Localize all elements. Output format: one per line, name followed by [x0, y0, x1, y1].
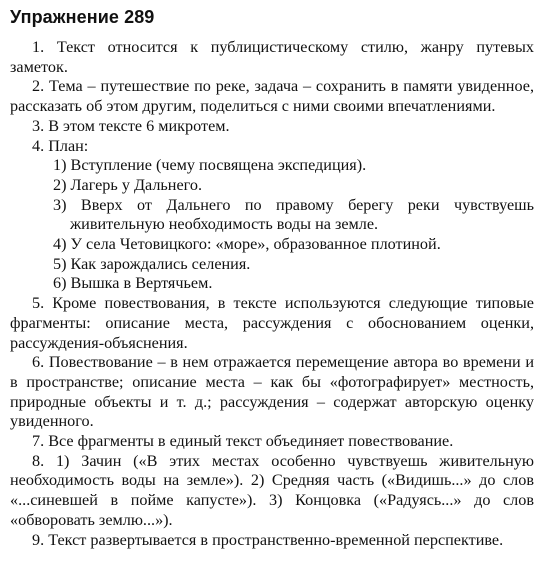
exercise-content	[10, 38, 534, 550]
plan-item-6: 6) Вышка в Вертячьем.	[53, 274, 213, 293]
answer-6: 6. Повествование – в нем отражается перемещение автора во времени и в пространстве; описание места – как бы «фотографирует» местность, природные объекты и т. д.; рассуждения – содержат авторскую оценку увиденного.	[10, 353, 534, 431]
answer-5: 5. Кроме повествования, в тексте используются следующие типовые фрагменты: описание места, рассуждения с обоснованием оценки, рассуждения-объяснения.	[10, 294, 534, 352]
answer-7: 7. Все фрагменты в единый текст объединяет повествование.	[32, 432, 454, 451]
answer-3: 3. В этом тексте 6 микротем.	[32, 116, 230, 135]
plan-item-2: 2) Лагерь у Дальнего.	[53, 175, 203, 194]
plan-list	[10, 156, 534, 294]
exercise-title: Упражнение 289	[10, 7, 155, 27]
plan-item-1: 1) Вступление (чему посвящена экспедиция).	[53, 156, 367, 175]
answer-8: 8. 1) Зачин («В этих местах особенно чувствуешь живительную необходимость воды на земле»). 2) Средняя часть («Видишь...» до слов «...синевшей в пойме капусте»). 3) Концовка («Радуясь...» до слов «обворовать землю...»).	[10, 451, 534, 529]
plan-item-3: 3) Вверх от Дальнего по правому берегу реки чувствуешь живительную необходимость воды на земле.	[53, 195, 534, 234]
answer-1: 1. Текст относится к публицистическому стилю, жанру путевых заметок.	[10, 38, 534, 76]
plan-item-4: 4) У села Четовицкого: «море», образованное плотиной.	[53, 235, 441, 254]
answer-4: 4. План:	[32, 136, 89, 155]
plan-item-5: 5) Как зарождались селения.	[53, 254, 251, 273]
answer-9: 9. Текст развертывается в пространственно-временной перспективе.	[32, 530, 504, 549]
answer-2: 2. Тема – путешествие по реке, задача – сохранить в памяти увиденное, рассказать об этом другим, поделиться с ними своими впечатлениями.	[10, 77, 534, 116]
